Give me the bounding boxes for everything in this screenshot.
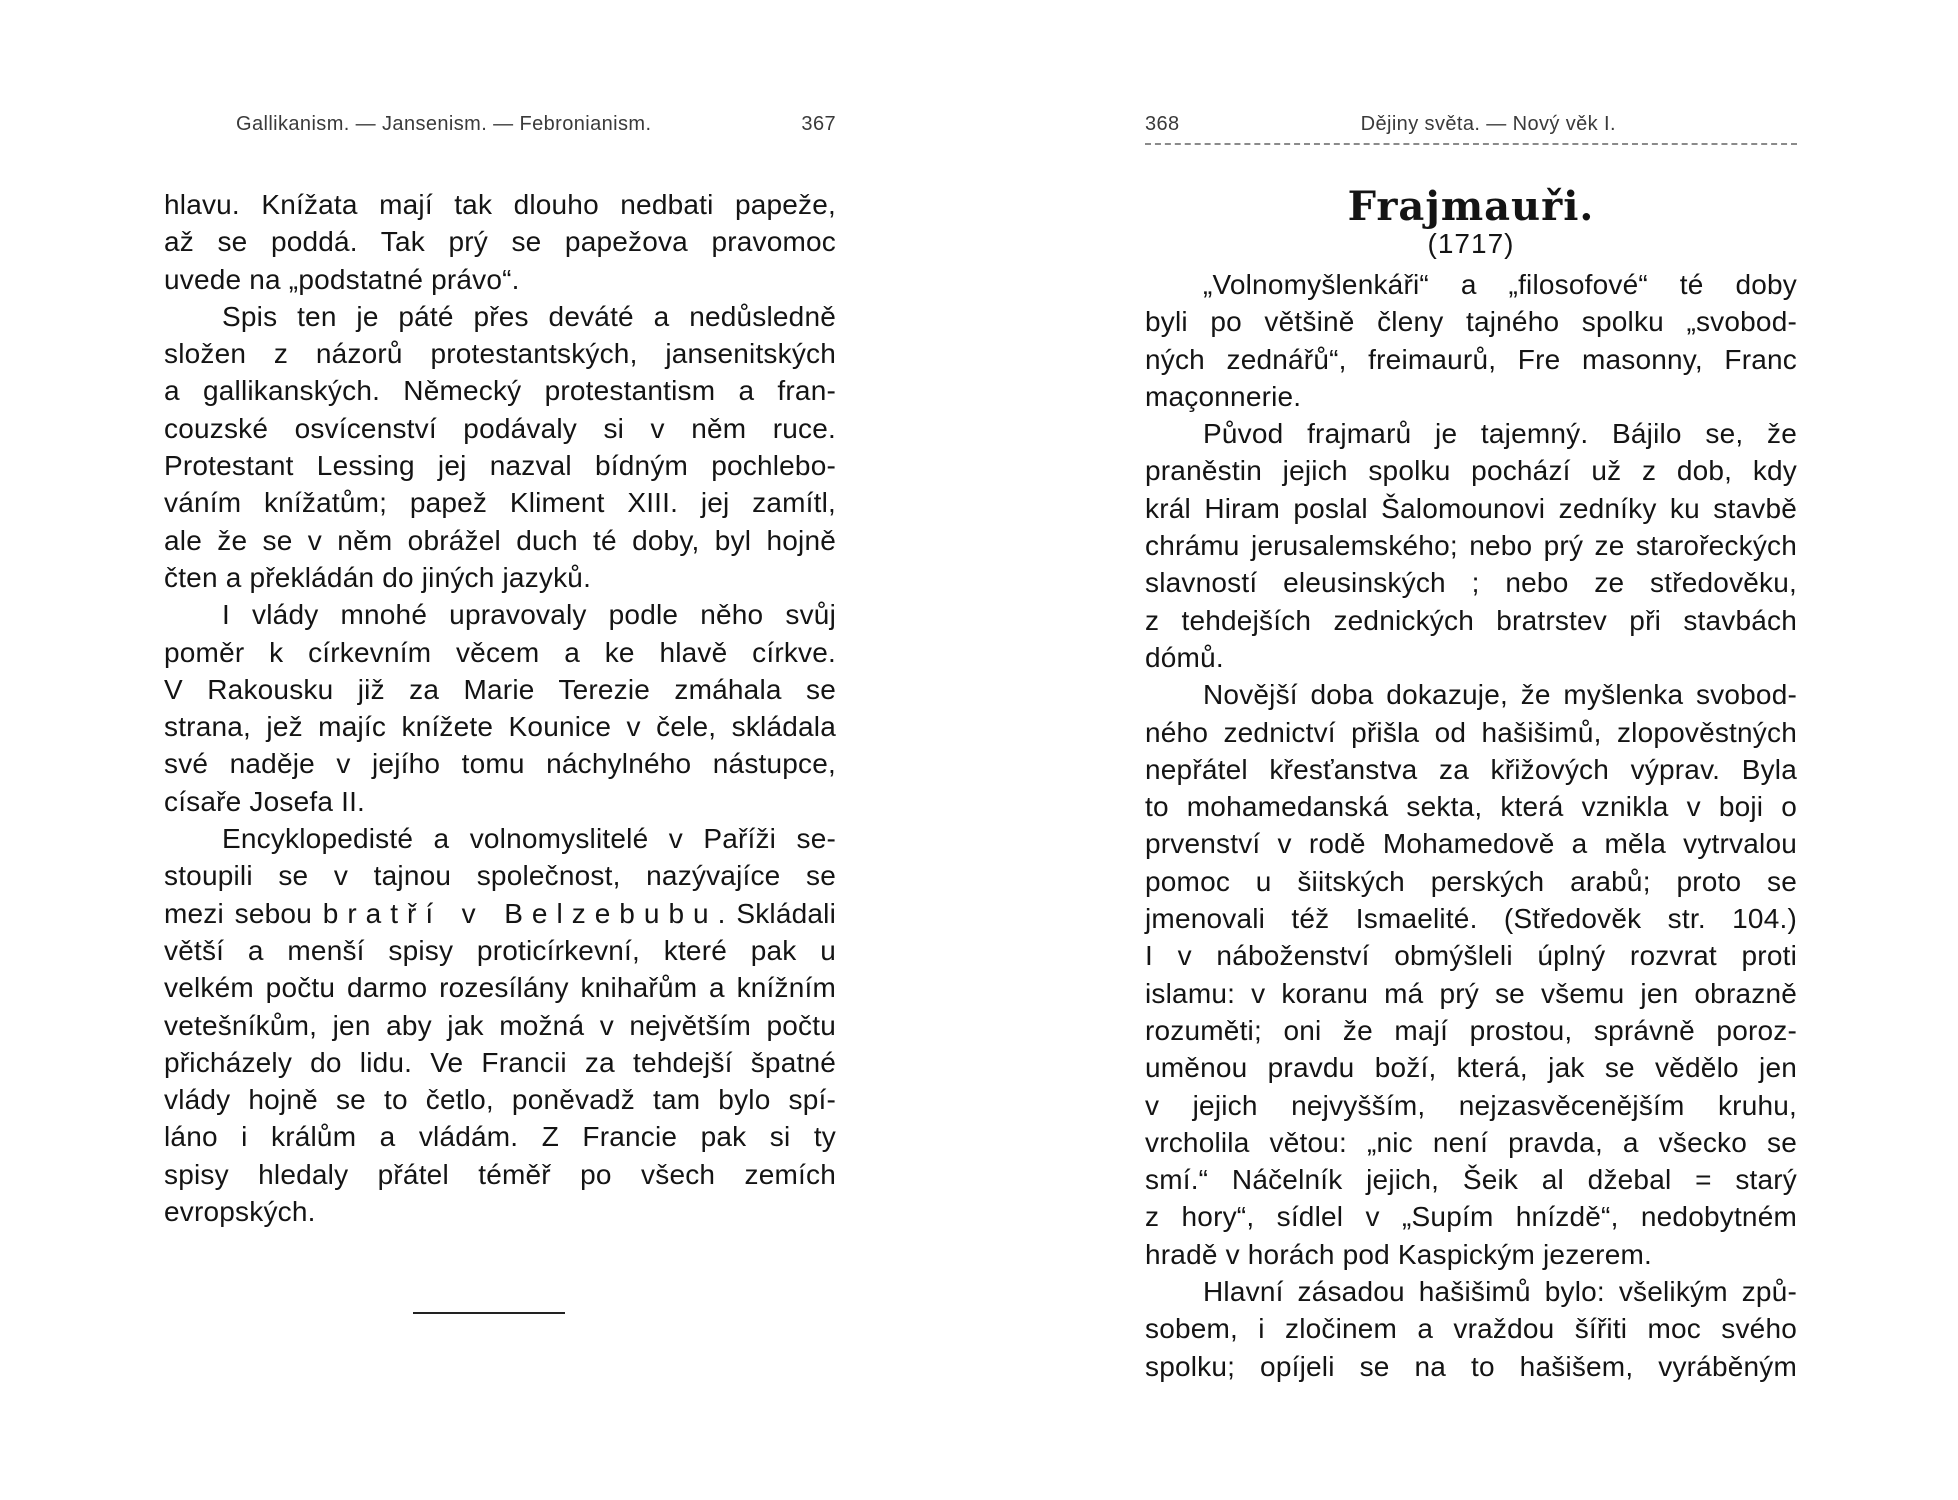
text-line: hradě v horách pod Kaspickým jezerem. <box>1145 1238 1652 1270</box>
text-line: složen z názorů protestantských, jansenitských <box>164 338 836 370</box>
text-line: z tehdejších zednických bratrstev při stavbách <box>1145 604 1797 636</box>
text-line: sobem, i zločinem a vraždou šířiti moc svého <box>1145 1313 1797 1345</box>
text-line: couzské osvícenství podávaly si v něm ruce. <box>164 412 836 444</box>
text-line: vetešníkům, jen aby jak možná v největším počtu <box>164 1009 836 1041</box>
right-page <box>979 0 1958 1500</box>
section-end-rule <box>413 1312 565 1314</box>
text-line: evropských. <box>164 1196 316 1228</box>
text-fragment: mezi sebou <box>164 897 312 929</box>
text-line: „Volnomyšlenkáři“ a „filosofové“ té doby <box>1203 269 1797 300</box>
text-line: strana, jež majíc knížete Kounice v čele, skládala <box>164 711 836 743</box>
left-header-title: Gallikanism. — Jansenism. — Febronianism. <box>236 113 652 135</box>
text-line: a gallikanských. Německý protestantism a fran- <box>164 375 836 407</box>
text-line: spisy hledaly přátel téměř po všech zemích <box>164 1158 836 1190</box>
text-line: I v náboženství obmýšleli úplný rozvrat proti <box>1145 940 1797 972</box>
text-line: stoupili se v tajnou společnost, nazývajíce se <box>164 860 836 892</box>
text-line: praněstin jejich spolku pochází už z dob, kdy <box>1145 455 1797 487</box>
section-year: (1717) <box>1427 228 1515 259</box>
text-line: vlády hojně se to četlo, poněvadž tam bylo spí- <box>164 1084 836 1116</box>
text-line: Novější doba dokazuje, že myšlenka svobod- <box>1203 679 1797 711</box>
text-line: slavností eleusinských ; nebo ze středověku, <box>1145 567 1797 599</box>
text-line: vrcholila větou: „nic není pravda, a všecko se <box>1145 1126 1797 1158</box>
text-line: přicházely do lidu. Ve Francii za tehdejší špatné <box>164 1046 836 1078</box>
text-line-spaced <box>164 895 836 932</box>
text-fragment: . Skládali <box>717 897 836 929</box>
text-line: větší a menší spisy proticírkevní, které pak u <box>164 934 836 966</box>
text-line: váním knížatům; papež Kliment XIII. jej zamítl, <box>164 487 836 519</box>
left-page-number: 367 <box>801 113 836 135</box>
text-line: hlavu. Knížata mají tak dlouho nedbati papeže, <box>164 189 836 220</box>
text-line: ného zednictví přišla od hašišimů, zlopověstných <box>1145 716 1797 748</box>
right-header-title: Dějiny světa. — Nový věk I. <box>1360 113 1616 135</box>
left-running-head <box>236 113 836 143</box>
text-line: jmenovali též Ismaelité. (Středověk str. 104.) <box>1145 903 1797 935</box>
text-line: uvede na „podstatné právo“. <box>164 263 520 295</box>
text-line: islamu: v koranu má prý se všemu jen obrazně <box>1145 977 1797 1009</box>
text-line: velkém počtu darmo rozesílány knihařům a knížním <box>164 972 836 1004</box>
text-line: chrámu jerusalemského; nebo prý ze starořeckých <box>1145 530 1797 562</box>
text-line: poměr k církevním věcem a ke hlavě církve. <box>164 636 836 668</box>
text-line: až se poddá. Tak prý se papežova pravomoc <box>164 226 836 258</box>
text-line: maçonnerie. <box>1145 380 1302 412</box>
text-line: smí.“ Náčelník jejich, Šeik al džebal = starý <box>1145 1164 1797 1196</box>
text-line: V Rakousku již za Marie Terezie zmáhala se <box>164 673 836 705</box>
text-line: I vlády mnohé upravovaly podle něho svůj <box>222 599 836 631</box>
text-line: své naděje v jejího tomu náchylného nástupce, <box>164 748 836 780</box>
text-line: láno i králům a vládám. Z Francie pak si ty <box>164 1121 836 1153</box>
text-line: čten a překládán do jiných jazyků. <box>164 561 592 593</box>
text-line: Protestant Lessing jej nazval bídným pochlebo- <box>164 450 836 482</box>
text-line: prvenství v rodě Mohamedově a měla vytrvalou <box>1145 828 1797 860</box>
text-line: král Hiram poslal Šalomounovi zedníky ku stavbě <box>1145 492 1797 524</box>
text-line: byli po většině členy tajného spolku „svobod- <box>1145 306 1797 338</box>
text-line: Původ frajmarů je tajemný. Bájilo se, že <box>1203 418 1797 450</box>
text-line: z hory“, sídlel v „Supím hnízdě“, nedobytném <box>1145 1201 1797 1233</box>
text-line: ale že se v něm obrážel duch té doby, byl hojně <box>164 524 836 556</box>
text-line: dómů. <box>1145 641 1224 673</box>
text-line: císaře Josefa II. <box>164 785 366 817</box>
text-line: spolku; opíjeli se na to hašišem, vyráběným <box>1145 1350 1797 1382</box>
right-body-text <box>1145 266 1797 1385</box>
left-body-text <box>164 186 836 1230</box>
text-line: ných zednářů“, freimaurů, Fre masonny, Franc <box>1145 343 1797 375</box>
text-line: Spis ten je páté přes deváté a nedůsledně <box>222 300 836 332</box>
right-page-number: 368 <box>1145 113 1180 135</box>
text-line: rozuměti; oni že mají prostou, správně poroz- <box>1145 1014 1797 1046</box>
text-line: Encyklopedisté a volnomyslitelé v Paříži se- <box>222 823 836 855</box>
text-line: uměnou pravdu boží, která, jak se vědělo jen <box>1145 1052 1797 1084</box>
text-line: nepřátel křesťanstva za křižových výprav. Byla <box>1145 753 1797 785</box>
spaced-emphasis: bratří v Belzebubu <box>322 897 718 929</box>
section-title: Frajmauři. <box>1347 183 1595 230</box>
right-running-head <box>1145 113 1797 145</box>
text-line: pomoc u šiitských perských arabů; proto se <box>1145 865 1797 897</box>
text-line: to mohamedanská sekta, která vznikla v boji o <box>1145 791 1797 823</box>
text-line: v jejich nejvyšším, nejzasvěcenějším kruhu, <box>1145 1089 1797 1121</box>
text-line: Hlavní zásadou hašišimů bylo: všelikým způ- <box>1203 1276 1797 1308</box>
